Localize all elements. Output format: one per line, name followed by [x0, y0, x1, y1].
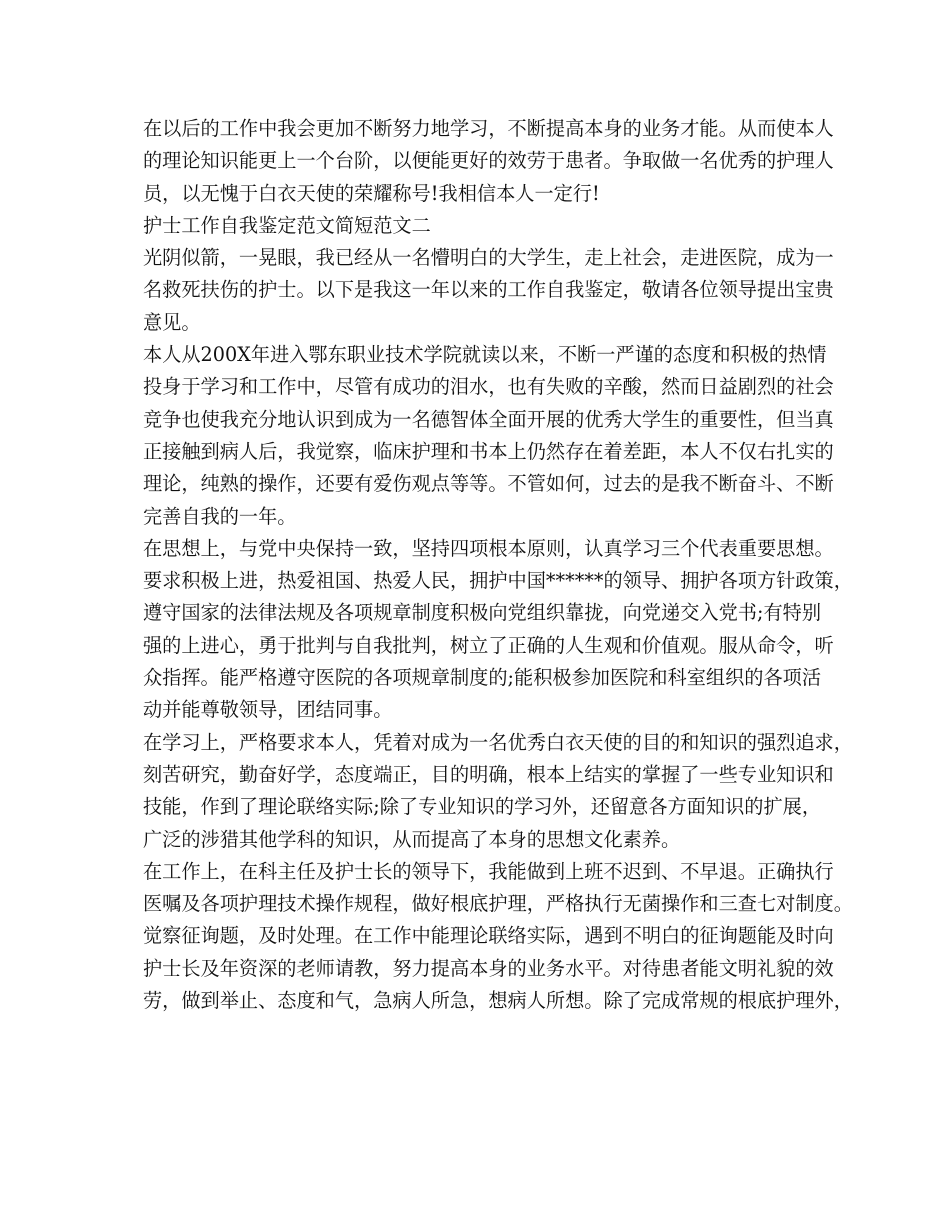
- text-line: 觉察征询题，及时处理。在工作中能理论联络实际，遇到不明白的征询题能及时向: [143, 924, 834, 948]
- text-line: 投身于学习和工作中，尽管有成功的泪水，也有失败的辛酸，然而日益剧烈的社会: [143, 375, 834, 399]
- text-line: 员，以无愧于白衣天使的荣耀称号!我相信本人一定行!: [143, 181, 600, 205]
- text-line: 意见。: [143, 310, 201, 334]
- text-line: 动并能尊敬领导，团结同事。: [143, 698, 393, 722]
- text-line: 光阴似箭，一晃眼，我已经从一名懵明白的大学生，走上社会，走进医院，成为一: [143, 246, 834, 270]
- text-line: 正接触到病人后，我觉察，临床护理和书本上仍然存在着差距，本人不仅右扎实的: [143, 439, 834, 463]
- text-line: 强的上进心，勇于批判与自我批判，树立了正确的人生观和价值观。服从命令，听: [143, 633, 834, 657]
- text-line: 理论，纯熟的操作，还要有爱伤观点等等。不管如何，过去的是我不断奋斗、不断: [143, 472, 834, 496]
- text-line: 广泛的涉猎其他学科的知识，从而提高了本身的思想文化素养。: [143, 827, 681, 851]
- text-line: 众指挥。能严格遵守医院的各项规章制度的;能积极参加医院和科室组织的各项活: [143, 666, 822, 690]
- text-line: 在工作上，在科主任及护士长的领导下，我能做到上班不迟到、不早退。正确执行: [143, 859, 834, 883]
- text-line: 名救死扶伤的护士。以下是我这一年以来的工作自我鉴定，敬请各位领导提出宝贵: [143, 278, 834, 302]
- text-line: 竞争也使我充分地认识到成为一名德智体全面开展的优秀大学生的重要性，但当真: [143, 407, 834, 431]
- text-line: 在学习上，严格要求本人，凭着对成为一名优秀白衣天使的目的和知识的强烈追求，: [143, 730, 853, 754]
- text-line: 在思想上，与党中央保持一致，坚持四项根本原则，认真学习三个代表重要思想。: [143, 536, 834, 560]
- text-line: 本人从200X年进入鄂东职业技术学院就读以来，不断一严谨的态度和积极的热情: [143, 343, 827, 367]
- text-line: 在以后的工作中我会更加不断努力地学习，不断提高本身的业务才能。从而使本人: [143, 117, 834, 140]
- text-line: 遵守国家的法律法规及各项规章制度积极向党组织靠拢，向党递交入党书;有特别: [143, 601, 822, 625]
- text-line: 劳，做到举止、态度和气，急病人所急，想病人所想。除了完成常规的根底护理外，: [143, 989, 853, 1013]
- text-line: 要求积极上进，热爱祖国、热爱人民，拥护中国******的领导、拥护各项方针政策，: [143, 569, 853, 593]
- text-line: 技能，作到了理论联络实际;除了专业知识的学习外，还留意各方面知识的扩展，: [143, 795, 822, 819]
- section-heading: 护士工作自我鉴定范文简短范文二: [143, 213, 431, 237]
- text-line: 完善自我的一年。: [143, 504, 297, 528]
- document-body: [143, 113, 853, 1017]
- text-line: 的理论知识能更上一个台阶，以便能更好的效劳于患者。争取做一名优秀的护理人: [143, 149, 834, 173]
- text-line: 刻苦研究，勤奋好学，态度端正，目的明确，根本上结实的掌握了一些专业知识和: [143, 762, 834, 786]
- text-line: 护士长及年资深的老师请教，努力提高本身的业务水平。对待患者能文明礼貌的效: [143, 956, 834, 980]
- text-line: 医嘱及各项护理技术操作规程，做好根底护理，严格执行无菌操作和三查七对制度。: [143, 892, 853, 916]
